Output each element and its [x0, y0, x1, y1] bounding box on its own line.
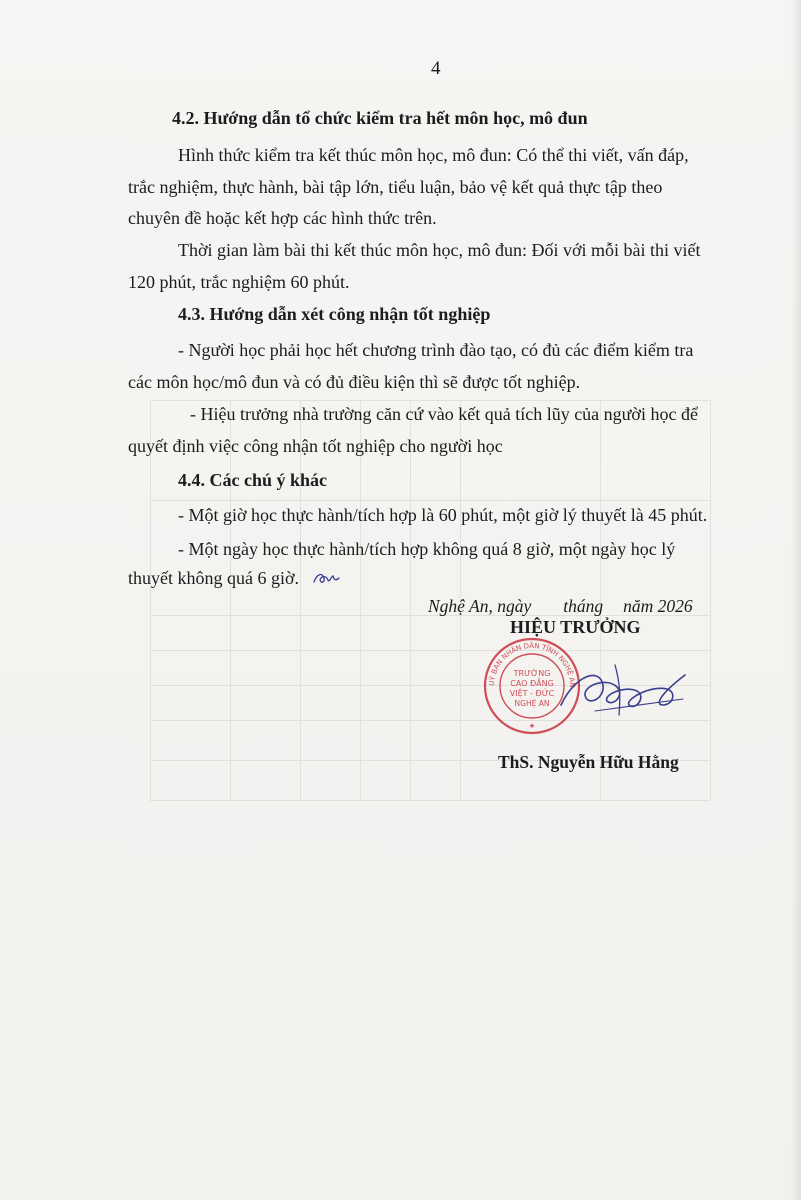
- paragraph-line: - Một giờ học thực hành/tích hợp là 60 phút, một giờ lý thuyết là 45 phút.: [178, 505, 708, 525]
- seal-line-3: VIỆT - ĐỨC: [509, 689, 555, 698]
- year-text: năm 2026: [623, 596, 693, 616]
- paragraph-line: trắc nghiệm, thực hành, bài tập lớn, tiểu luận, bảo vệ kết quả thực tập theo: [128, 177, 663, 197]
- paragraph-line: 120 phút, trắc nghiệm 60 phút.: [128, 272, 350, 292]
- paragraph-line: Hình thức kiểm tra kết thúc môn học, mô đun: Có thể thi viết, vấn đáp,: [178, 145, 689, 165]
- month-text: tháng: [563, 596, 604, 616]
- scan-edge-shadow: [791, 0, 801, 1200]
- paragraph-line: - Người học phải học hết chương trình đào tạo, có đủ các điểm kiểm tra: [178, 340, 694, 360]
- paragraph-line: - Một ngày học thực hành/tích hợp không quá 8 giờ, một ngày học lý: [178, 539, 676, 559]
- seal-line-2: CAO ĐẲNG: [510, 679, 554, 688]
- paragraph-line: các môn học/mô đun và có đủ điều kiện thì sẽ được tốt nghiệp.: [128, 372, 581, 392]
- signature-place-date: [428, 596, 693, 617]
- signatory-title: HIỆU TRƯỞNG: [510, 617, 641, 637]
- seal-line-1: TRƯỜNG: [513, 669, 551, 678]
- handwritten-initial-icon: [312, 568, 340, 588]
- section-heading-4-4: 4.4. Các chú ý khác: [178, 470, 328, 490]
- signatory-name: ThS. Nguyễn Hữu Hằng: [498, 752, 679, 772]
- svg-text:★: ★: [528, 722, 536, 730]
- paragraph-line: Thời gian làm bài thi kết thúc môn học, mô đun: Đối với mỗi bài thi viết: [178, 240, 701, 260]
- paragraph-line: chuyên đề hoặc kết hợp các hình thức trên.: [128, 208, 437, 228]
- seal-line-4: NGHỆ AN: [514, 699, 550, 708]
- seal-outer-text: UỶ BAN NHÂN DÂN TỈNH NGHỆ AN: [487, 641, 577, 688]
- handwritten-signature-icon: [555, 655, 690, 725]
- place-text: Nghệ An, ngày: [428, 596, 532, 616]
- paragraph-line: quyết định việc công nhận tốt nghiệp cho người học: [128, 436, 503, 456]
- section-heading-4-2: 4.2. Hướng dẫn tổ chức kiểm tra hết môn học, mô đun: [172, 108, 588, 128]
- section-heading-4-3: 4.3. Hướng dẫn xét công nhận tốt nghiệp: [178, 304, 491, 324]
- paragraph-line: - Hiệu trưởng nhà trường căn cứ vào kết quả tích lũy của người học để: [190, 404, 698, 424]
- paragraph-line: thuyết không quá 6 giờ.: [128, 568, 299, 588]
- page-number: 4: [431, 58, 441, 79]
